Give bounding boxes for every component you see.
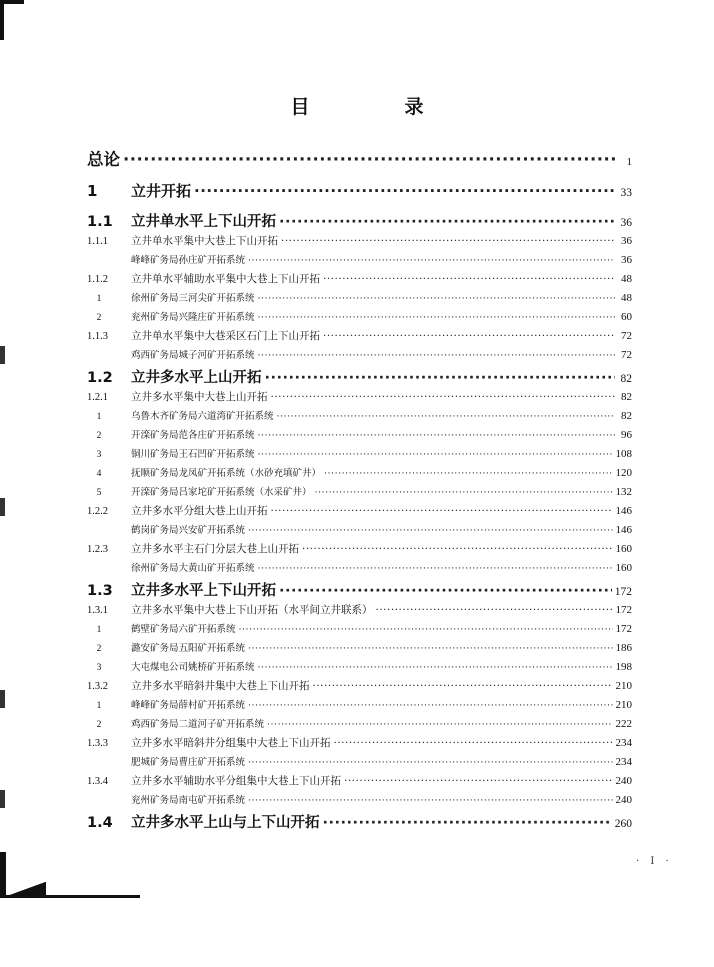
toc-entry-title: 肥城矿务局曹庄矿开拓系统 (131, 757, 246, 768)
toc-entry[interactable] (87, 309, 632, 328)
dot-leader (239, 624, 613, 635)
toc-entry-number (87, 412, 131, 422)
toc-entry[interactable] (87, 484, 632, 503)
toc-entry-number: 1.2.2 (87, 506, 108, 517)
toc-entry-title: 立井单水平上下山开拓 (131, 214, 276, 230)
toc-entry[interactable] (87, 697, 632, 716)
toc-entry-page: 186 (615, 642, 632, 654)
toc-entry[interactable] (87, 792, 632, 811)
toc-entry-title: 立井多水平上下山开拓 (131, 583, 276, 599)
toc-entry-page: 198 (615, 661, 632, 673)
toc-entry-title: 铜川矿务局王石凹矿开拓系统 (131, 449, 255, 460)
toc-entry-page: 240 (615, 775, 632, 787)
toc-entry-page: 82 (620, 373, 632, 385)
toc-entry-title: 峰峰矿务局孙庄矿开拓系统 (131, 255, 246, 266)
toc-entry-page: 234 (615, 756, 632, 768)
toc-entry[interactable] (87, 773, 632, 792)
toc-entry-title: 徐州矿务局三河尖矿开拓系统 (131, 293, 255, 304)
toc-entry-number (87, 663, 131, 673)
dot-leader (248, 255, 615, 266)
toc-entry[interactable] (87, 290, 632, 309)
toc-entry-number-text: 3 (96, 663, 102, 673)
toc-entry[interactable] (87, 735, 632, 754)
toc-entry-page: 222 (615, 718, 632, 730)
scan-edge-mark (0, 498, 5, 516)
dot-leader (279, 214, 615, 230)
toc-entry-page: 72 (621, 330, 632, 342)
toc-entry-page: 210 (615, 680, 632, 692)
dot-leader (258, 449, 613, 460)
toc-entry[interactable] (87, 579, 632, 602)
dot-leader (281, 235, 615, 247)
toc-entry-title: 立井多水平上山开拓 (131, 370, 262, 386)
toc-entry[interactable] (87, 366, 632, 389)
dot-leader (315, 487, 613, 498)
toc-entry[interactable] (87, 180, 632, 210)
toc-entry[interactable] (87, 754, 632, 773)
toc-entry-number-text: 3 (96, 450, 102, 460)
scan-edge-mark (0, 872, 140, 898)
toc-entry-page: 108 (615, 448, 632, 460)
toc-entry-number (87, 294, 131, 304)
toc-entry-number (87, 313, 131, 323)
toc-entry-page: 1 (626, 156, 632, 168)
toc-entry[interactable] (87, 621, 632, 640)
toc-entry-title: 总论 (87, 150, 120, 169)
toc-entry-page: 146 (615, 524, 632, 536)
toc-entry-title: 立井多水平集中大巷上山开拓 (131, 391, 268, 403)
toc-entry[interactable] (87, 347, 632, 366)
toc-entry[interactable] (87, 541, 632, 560)
toc-entry-number: 1.3 (87, 583, 113, 599)
scan-edge-mark (0, 346, 5, 364)
toc-entry-number (87, 450, 131, 460)
dot-leader (267, 719, 612, 730)
toc-entry-number-text: 1 (96, 701, 102, 711)
toc-entry-page: 160 (615, 562, 632, 574)
scan-edge-mark (0, 0, 4, 40)
dot-leader (323, 815, 612, 831)
toc-entry-number: 1.1 (87, 214, 113, 230)
toc-entry-title: 鸡西矿务局二道河子矿开拓系统 (131, 719, 265, 730)
toc-entry-number: 1 (87, 182, 98, 200)
toc-entry-page: 210 (615, 699, 632, 711)
toc-entry[interactable] (87, 271, 632, 290)
toc-entry[interactable] (87, 659, 632, 678)
dot-leader (258, 293, 615, 304)
dot-leader (248, 795, 612, 806)
toc-entry-number: 1.3.2 (87, 681, 108, 692)
toc-entry-number-text: 4 (96, 469, 102, 479)
dot-leader (248, 525, 612, 536)
dot-leader (258, 563, 613, 574)
toc-entry-number: 1.2.1 (87, 392, 108, 403)
toc-entry-number: 1.2.3 (87, 544, 108, 555)
dot-leader (258, 430, 615, 441)
scan-edge-mark (0, 690, 5, 708)
toc-entry-title: 立井多水平暗斜井集中大巷上下山开拓 (131, 680, 310, 692)
toc-entry-title: 立井多水平辅助水平分组集中大巷上下山开拓 (131, 775, 341, 787)
toc-entry-page: 36 (621, 235, 632, 247)
toc-entry-page: 60 (621, 311, 632, 323)
scan-edge-mark (0, 790, 5, 808)
dot-leader (302, 543, 613, 555)
dot-leader (258, 312, 615, 323)
dot-leader (279, 583, 612, 599)
toc-entry[interactable] (87, 602, 632, 621)
dot-leader (323, 273, 615, 285)
toc-entry-page: 72 (621, 349, 632, 361)
dot-leader (313, 680, 613, 692)
toc-entry[interactable] (87, 389, 632, 408)
toc-entry[interactable] (87, 560, 632, 579)
toc-entry[interactable] (87, 465, 632, 484)
toc-entry-page: 240 (615, 794, 632, 806)
toc-entry-page: 48 (621, 292, 632, 304)
toc-entry-number-text: 2 (96, 313, 102, 323)
toc-entry-title: 兖州矿务局兴隆庄矿开拓系统 (131, 312, 255, 323)
toc-entry-number (87, 488, 131, 498)
toc-entry-title: 立井单水平集中大巷上下山开拓 (131, 235, 278, 247)
toc-entry-number: 1.4 (87, 815, 113, 831)
toc-entry-number (87, 701, 131, 711)
dot-leader (376, 604, 613, 616)
toc-entry-page: 120 (615, 467, 632, 479)
toc-entry-page: 96 (621, 429, 632, 441)
page-title: 目 录 (290, 96, 462, 118)
dot-leader (123, 150, 615, 169)
toc-entry-page: 82 (621, 410, 632, 422)
toc-entry-page: 260 (614, 818, 632, 830)
toc-entry-title: 兖州矿务局南屯矿开拓系统 (131, 795, 246, 806)
toc-entry[interactable] (87, 408, 632, 427)
toc-entry-title: 立井多水平暗斜井分组集中大巷上下山开拓 (131, 737, 331, 749)
toc-entry-number: 1.3.3 (87, 738, 108, 749)
toc-entry-page: 33 (620, 187, 632, 199)
toc-entry-title: 立井多水平主石门分层大巷上山开拓 (131, 543, 299, 555)
toc-entry[interactable] (87, 146, 632, 180)
toc-entry-title: 鹤壁矿务局六矿开拓系统 (131, 624, 236, 635)
toc-entry-number: 1.1.3 (87, 331, 108, 342)
dot-leader (344, 775, 613, 787)
dot-leader (265, 370, 616, 386)
toc-entry-number: 1.3.4 (87, 776, 108, 787)
toc-entry-page: 234 (615, 737, 632, 749)
toc-entry-title: 立井多水平集中大巷上下山开拓（水平间立井联系） (131, 604, 373, 616)
toc-entry-page: 36 (621, 254, 632, 266)
toc-entry[interactable] (87, 678, 632, 697)
toc-entry-title: 立井单水平集中大巷采区石门上下山开拓 (131, 330, 320, 342)
toc-entry-title: 开滦矿务局吕家坨矿开拓系统（水采矿井） (131, 487, 312, 498)
toc-entry-page: 132 (615, 486, 632, 498)
dot-leader (334, 737, 613, 749)
toc-entry[interactable] (87, 233, 632, 252)
toc-entry-number-text: 2 (96, 644, 102, 654)
toc-entry-number (87, 431, 131, 441)
toc-entry-number (87, 720, 131, 730)
toc-entry-page: 172 (615, 604, 632, 616)
toc-entry[interactable] (87, 522, 632, 541)
toc-entry-title: 潞安矿务局五阳矿开拓系统 (131, 643, 246, 654)
dot-leader (258, 662, 613, 673)
toc-entry-page: 172 (615, 623, 632, 635)
toc-entry-title: 立井多水平上山与上下山开拓 (131, 815, 320, 831)
dot-leader (248, 643, 612, 654)
toc-entry[interactable] (87, 427, 632, 446)
toc-entry-number-text: 5 (96, 488, 102, 498)
toc-entry-title: 乌鲁木齐矿务局六道湾矿开拓系统 (131, 411, 274, 422)
dot-leader (248, 700, 612, 711)
toc-entry-title: 开滦矿务局范各庄矿开拓系统 (131, 430, 255, 441)
toc-entry-number-text: 2 (96, 431, 102, 441)
toc-entry-page: 48 (621, 273, 632, 285)
dot-leader (194, 182, 615, 200)
dot-leader (324, 468, 612, 479)
table-of-contents (87, 146, 632, 834)
toc-entry[interactable] (87, 328, 632, 347)
toc-entry-page: 82 (621, 391, 632, 403)
toc-entry-title: 抚顺矿务局龙凤矿开拓系统（水砂充填矿井） (131, 468, 322, 479)
toc-entry-page: 36 (620, 217, 632, 229)
toc-entry-number: 1.3.1 (87, 605, 108, 616)
toc-entry-number: 1.1.1 (87, 236, 108, 247)
dot-leader (271, 505, 613, 517)
toc-entry-number (87, 625, 131, 635)
toc-entry-title: 立井多水平分组大巷上山开拓 (131, 505, 268, 517)
dot-leader (277, 411, 615, 422)
page-number: · Ⅰ · (636, 856, 673, 867)
toc-entry-number: 1.2 (87, 370, 113, 386)
toc-entry-number-text: 2 (96, 720, 102, 730)
toc-entry[interactable] (87, 446, 632, 465)
toc-entry-number-text: 1 (96, 412, 102, 422)
toc-entry-number-text: 1 (96, 625, 102, 635)
toc-entry-title: 鹤岗矿务局兴安矿开拓系统 (131, 525, 246, 536)
toc-entry-title: 大屯煤电公司姚桥矿开拓系统 (131, 662, 255, 673)
toc-entry-number-text: 1 (96, 294, 102, 304)
dot-leader (258, 350, 615, 361)
dot-leader (248, 757, 612, 768)
toc-entry[interactable] (87, 252, 632, 271)
toc-entry-page: 172 (614, 586, 632, 598)
toc-entry[interactable] (87, 811, 632, 834)
toc-entry[interactable] (87, 210, 632, 233)
toc-entry-title: 徐州矿务局大黄山矿开拓系统 (131, 563, 255, 574)
toc-entry-page: 146 (615, 505, 632, 517)
dot-leader (271, 391, 616, 403)
toc-entry[interactable] (87, 716, 632, 735)
toc-entry-title: 立井单水平辅助水平集中大巷上下山开拓 (131, 273, 320, 285)
toc-entry-number (87, 469, 131, 479)
toc-entry-title: 峰峰矿务局薛村矿开拓系统 (131, 700, 246, 711)
toc-entry[interactable] (87, 640, 632, 659)
toc-entry-number (87, 644, 131, 654)
toc-entry-page: 160 (615, 543, 632, 555)
toc-entry[interactable] (87, 503, 632, 522)
toc-entry-title: 立井开拓 (131, 182, 192, 200)
dot-leader (323, 330, 615, 342)
toc-entry-number: 1.1.2 (87, 274, 108, 285)
toc-entry-title: 鸡西矿务局城子河矿开拓系统 (131, 350, 255, 361)
